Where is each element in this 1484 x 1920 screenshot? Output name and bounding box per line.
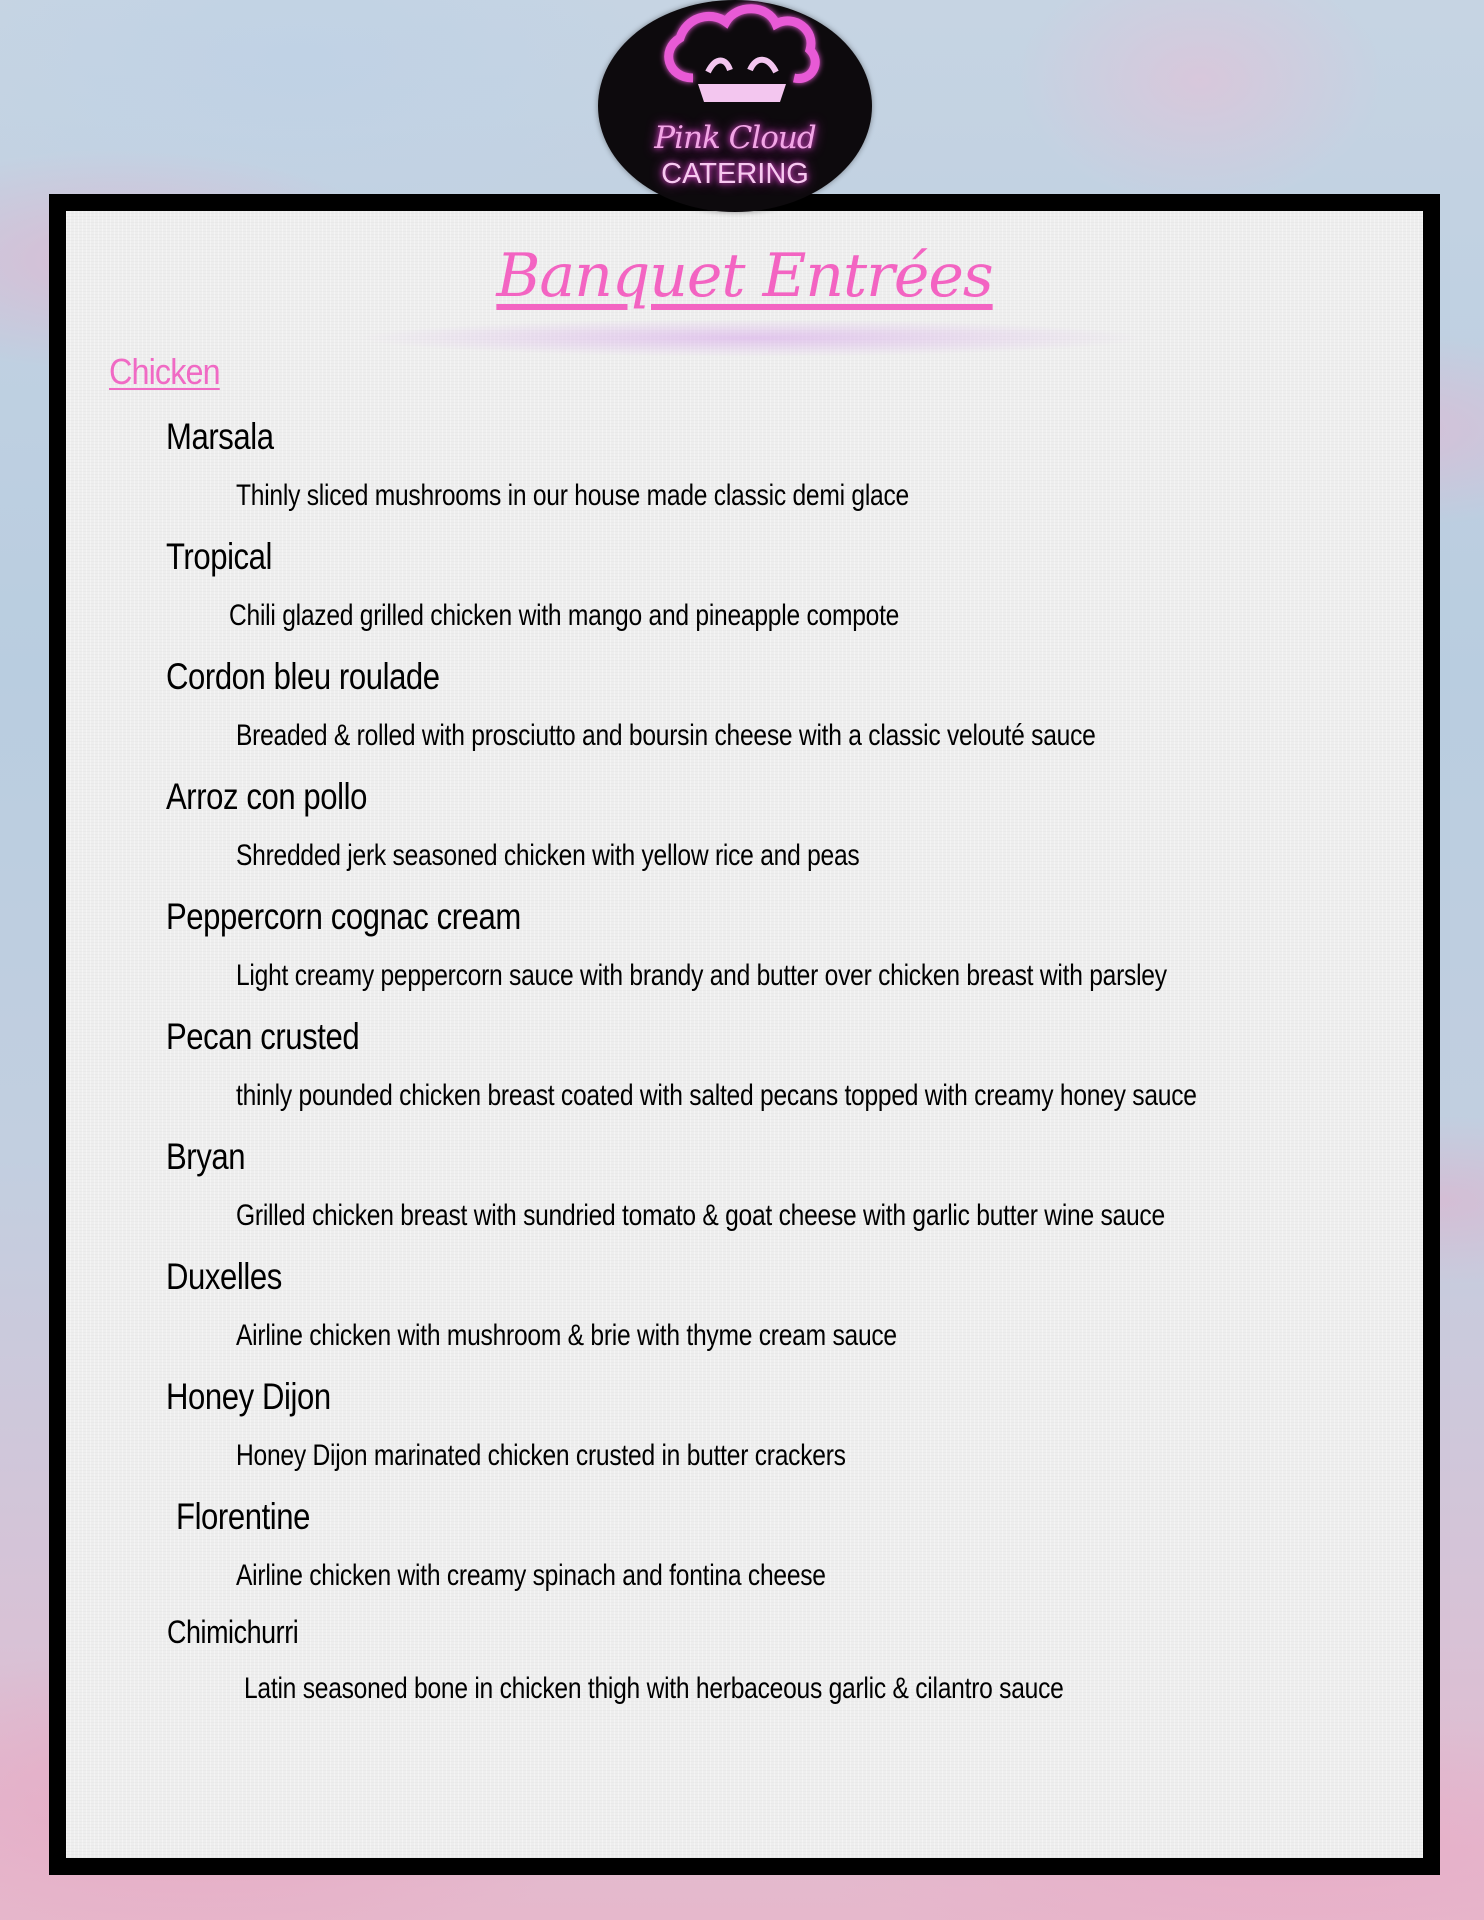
item-name: Duxelles — [166, 1256, 282, 1297]
item-name: Tropical — [166, 536, 273, 577]
item-description: Airline chicken with mushroom & brie with thyme cream sauce — [236, 1319, 897, 1352]
title-glow — [356, 319, 1146, 357]
item-name: Florentine — [176, 1496, 311, 1537]
logo-text-pink-cloud: Pink Cloud — [654, 120, 816, 156]
item-name: Pecan crusted — [166, 1016, 360, 1057]
item-name: Arroz con pollo — [166, 776, 368, 817]
page-title: Banquet Entrées — [496, 241, 993, 311]
item-name: Bryan — [166, 1136, 246, 1177]
item-name: Marsala — [166, 416, 274, 457]
menu-paper — [66, 211, 1423, 1858]
item-description: Latin seasoned bone in chicken thigh with herbaceous garlic & cilantro sauce — [244, 1672, 1064, 1705]
item-description: Grilled chicken breast with sundried tomato & goat cheese with garlic butter wine sauce — [236, 1199, 1165, 1232]
item-description: thinly pounded chicken breast coated with salted pecans topped with creamy honey sauce — [236, 1079, 1197, 1112]
item-description: Thinly sliced mushrooms in our house made classic demi glace — [236, 479, 909, 512]
item-name: Cordon bleu roulade — [166, 656, 440, 697]
item-name: Honey Dijon — [166, 1376, 331, 1417]
item-description: Shredded jerk seasoned chicken with yellow rice and peas — [236, 839, 860, 872]
item-description: Breaded & rolled with prosciutto and boursin cheese with a classic velouté sauce — [236, 719, 1096, 752]
item-name: Peppercorn cognac cream — [166, 896, 521, 937]
category-heading: Chicken — [109, 351, 220, 392]
item-name: Chimichurri — [167, 1614, 299, 1650]
logo-badge — [598, 0, 872, 212]
item-description: Chili glazed grilled chicken with mango and pineapple compote — [229, 599, 900, 632]
item-description: Light creamy peppercorn sauce with brandy and butter over chicken breast with parsley — [236, 959, 1167, 992]
item-description: Airline chicken with creamy spinach and fontina cheese — [236, 1559, 826, 1592]
item-description: Honey Dijon marinated chicken crusted in butter crackers — [236, 1439, 846, 1472]
logo-text-catering: CATERING — [661, 158, 809, 190]
